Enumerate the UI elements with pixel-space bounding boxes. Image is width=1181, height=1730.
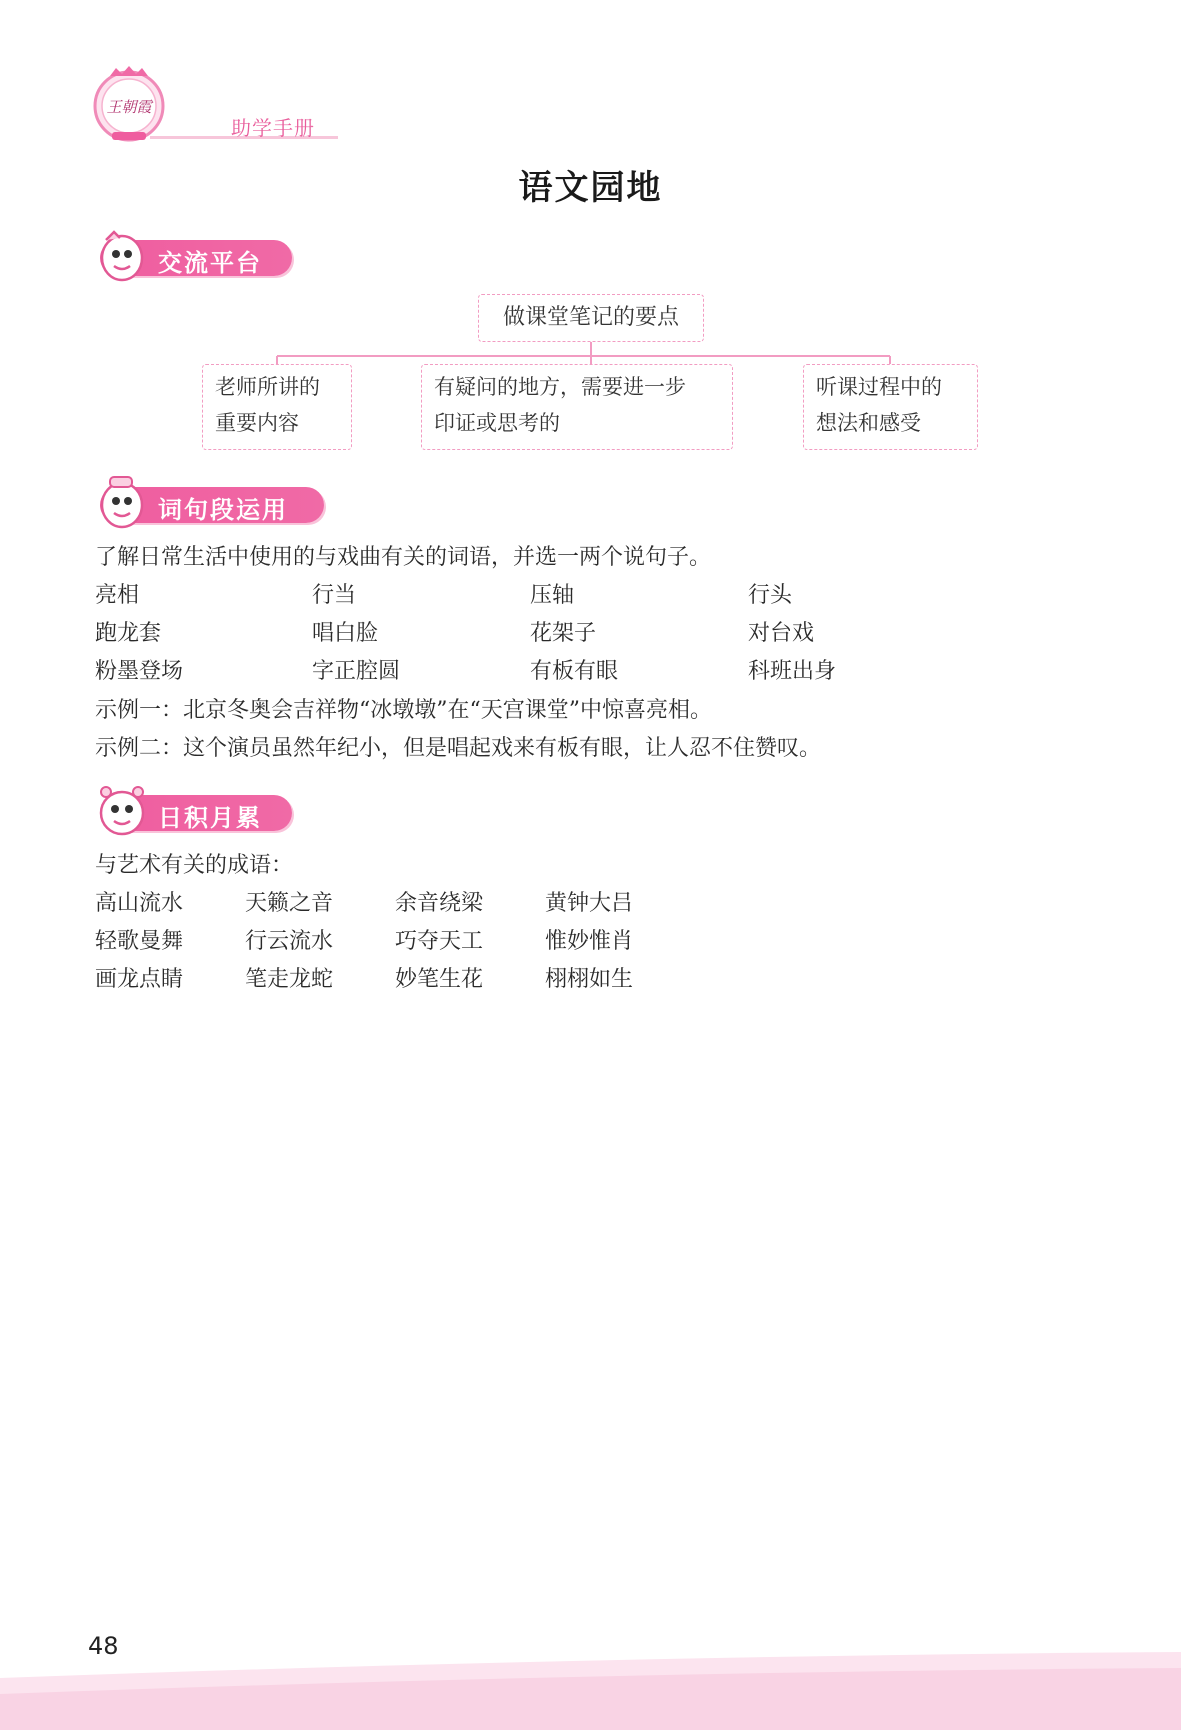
branch-line: 老师所讲的	[215, 375, 320, 399]
idiom-item: 笔走龙蛇	[245, 967, 334, 992]
word-item: 行头	[748, 583, 793, 608]
word-item: 字正腔圆	[312, 659, 401, 684]
mindmap-branch	[421, 364, 733, 450]
footer-band	[0, 1652, 1181, 1730]
svg-text:王朝霞: 王朝霞	[106, 98, 152, 116]
example-label: 示例一：	[95, 698, 184, 723]
idiom-item: 惟妙惟肖	[545, 929, 634, 954]
word-item: 科班出身	[748, 659, 837, 684]
section-title: 日积月累	[158, 804, 262, 832]
page-number: 48	[88, 1632, 119, 1660]
idiom-item: 巧夺天工	[395, 929, 484, 954]
instruction-text: 了解日常生活中使用的与戏曲有关的词语，并选一两个说句子。	[95, 545, 712, 570]
mascot-icon	[92, 475, 150, 531]
word-item: 行当	[312, 583, 357, 608]
branch-line: 印证或思考的	[434, 411, 560, 435]
idiom-item: 天籁之音	[245, 891, 334, 916]
word-item: 跑龙套	[95, 621, 162, 646]
example-sentence	[95, 693, 712, 724]
idiom-item: 余音绕梁	[395, 891, 484, 916]
section-banner-exchange	[92, 238, 292, 278]
section-title: 词句段运用	[158, 496, 288, 524]
handbook-label: 助学手册	[231, 116, 315, 140]
intro-text: 与艺术有关的成语：	[95, 853, 294, 878]
section-title: 交流平台	[158, 249, 262, 277]
mindmap-branch	[202, 364, 352, 450]
example-label: 示例二：	[95, 736, 184, 761]
example-text: 北京冬奥会吉祥物“冰墩墩”在“天宫课堂”中惊喜亮相。	[183, 698, 713, 723]
section-banner-words	[92, 485, 324, 525]
example-sentence	[95, 731, 821, 762]
branch-line: 重要内容	[215, 411, 299, 435]
idiom-item: 黄钟大吕	[545, 891, 634, 916]
branch-line: 想法和感受	[816, 411, 921, 435]
word-item: 粉墨登场	[95, 659, 184, 684]
word-item: 花架子	[530, 621, 597, 646]
mindmap-branch	[803, 364, 978, 450]
idiom-item: 画龙点睛	[95, 967, 184, 992]
word-item: 压轴	[530, 583, 575, 608]
mindmap-root: 做课堂笔记的要点	[478, 294, 704, 342]
brand-logo	[92, 66, 166, 144]
idiom-item: 行云流水	[245, 929, 334, 954]
word-item: 对台戏	[748, 621, 815, 646]
idiom-item: 轻歌曼舞	[95, 929, 184, 954]
idiom-item: 高山流水	[95, 891, 184, 916]
word-item: 唱白脸	[312, 621, 379, 646]
idiom-item: 栩栩如生	[545, 967, 634, 992]
word-item: 亮相	[95, 583, 140, 608]
branch-line: 听课过程中的	[816, 375, 942, 399]
mascot-icon	[92, 783, 150, 839]
mascot-icon	[92, 228, 150, 284]
idiom-item: 妙笔生花	[395, 967, 484, 992]
word-item: 有板有眼	[530, 659, 619, 684]
example-text: 这个演员虽然年纪小，但是唱起戏来有板有眼，让人忍不住赞叹。	[183, 736, 822, 761]
page-title: 语文园地	[518, 168, 663, 208]
section-banner-accumulate	[92, 793, 292, 833]
branch-line: 有疑问的地方，需要进一步	[434, 375, 686, 399]
